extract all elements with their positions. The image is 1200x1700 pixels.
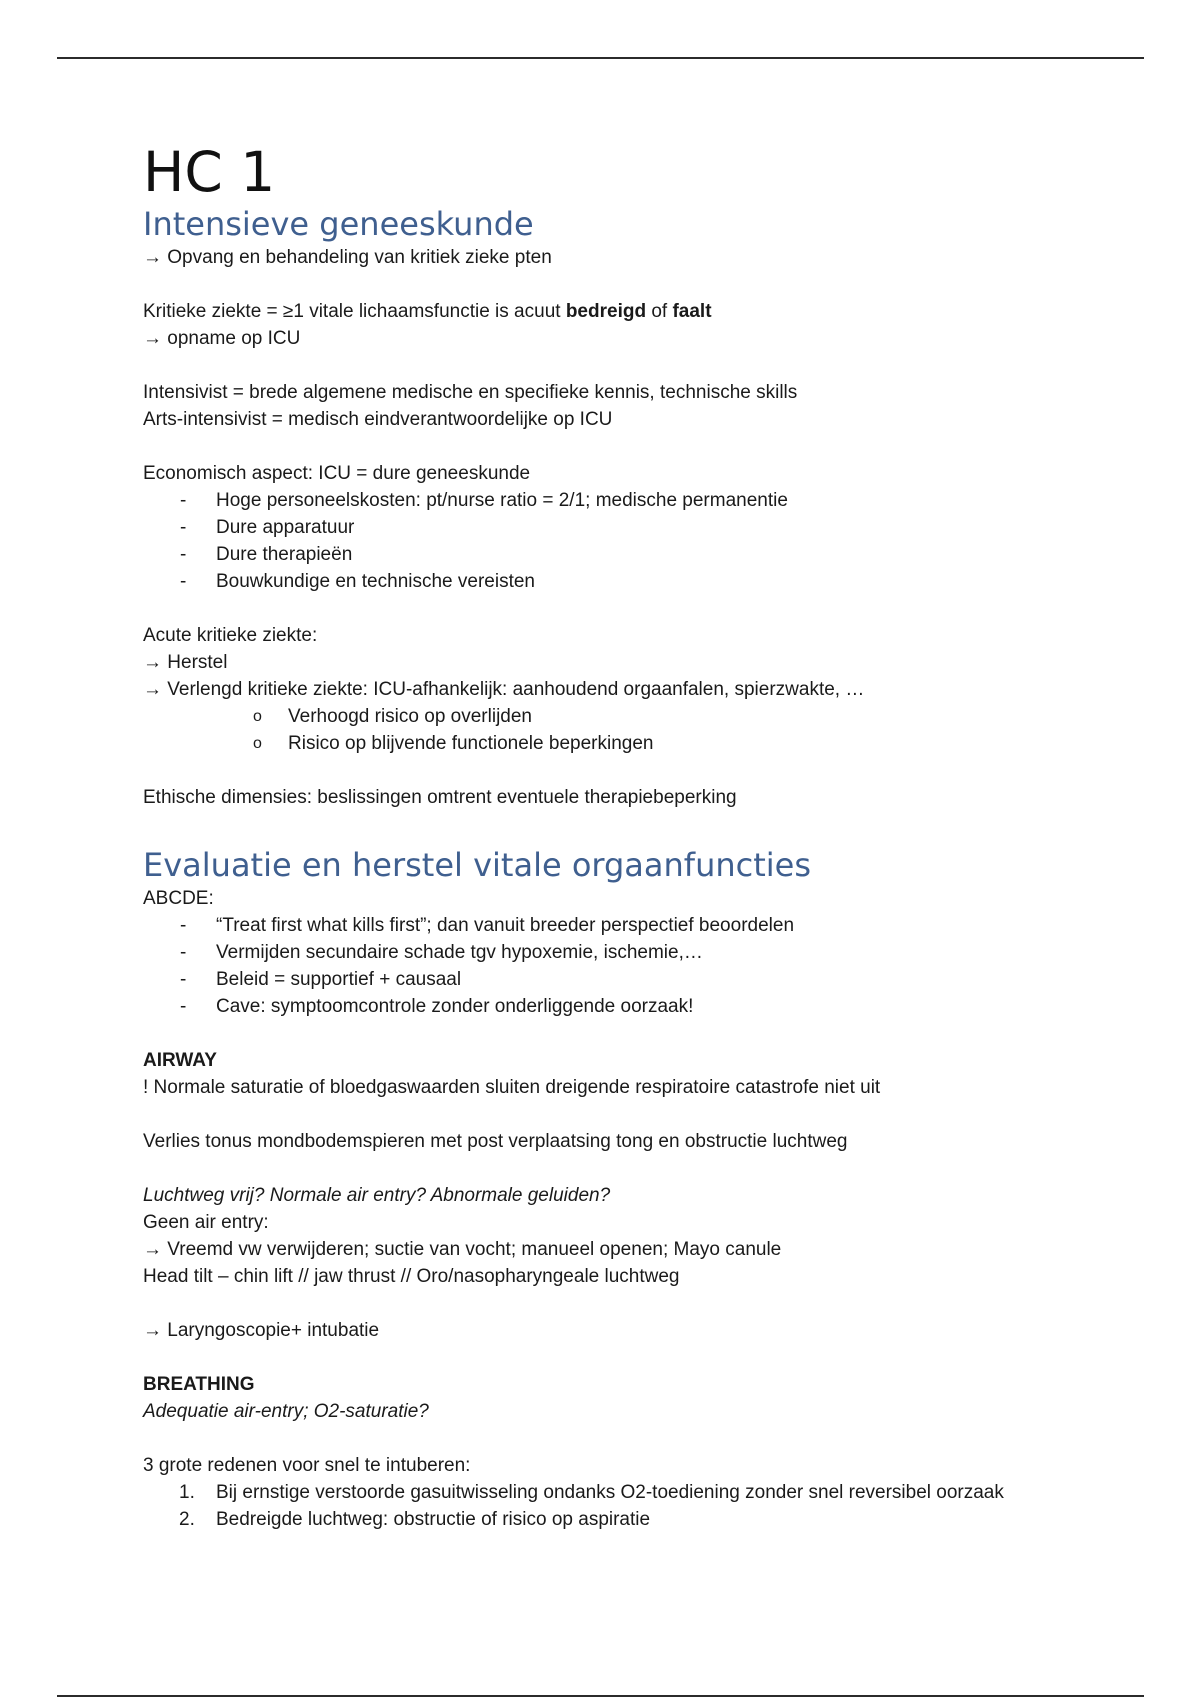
- intensivist-line: Intensivist = brede algemene medische en specifieke kennis, technische skills: [143, 382, 798, 403]
- airway-note: ! Normale saturatie of bloedgaswaarden sluiten dreigende respiratoire catastrofe niet uit: [143, 1077, 881, 1098]
- number-marker: 1.: [179, 1482, 195, 1503]
- herstel-line: → Herstel: [143, 652, 228, 673]
- list-item: [143, 939, 1103, 966]
- number-marker: 2.: [179, 1509, 195, 1530]
- list-item: [143, 730, 1103, 757]
- redenen-list: [143, 1479, 1103, 1533]
- list-item-text: Bedreigde luchtweg: obstructie of risico op aspiratie: [216, 1509, 651, 1530]
- header-rule: [57, 57, 1144, 59]
- economisch-label: Economisch aspect: ICU = dure geneeskunde: [143, 463, 531, 484]
- list-item-text: Risico op blijvende functionele beperkingen: [288, 733, 654, 754]
- acute-label: Acute kritieke ziekte:: [143, 625, 318, 646]
- kritieke-prefix: Kritieke ziekte = ≥1 vitale lichaamsfunctie is acuut: [143, 301, 566, 322]
- acute-sub-list: [143, 703, 1103, 757]
- redenen-label: 3 grote redenen voor snel te intuberen:: [143, 1455, 471, 1476]
- document-title: HC 1: [143, 140, 276, 204]
- dash-marker: -: [180, 544, 187, 565]
- list-item-text: “Treat first what kills first”; dan vanuit breeder perspectief beoordelen: [216, 915, 795, 936]
- economisch-list: [143, 487, 1103, 595]
- list-item-text: Verhoogd risico op overlijden: [288, 706, 532, 727]
- geen-air-entry: Geen air entry:: [143, 1212, 269, 1233]
- list-item: [143, 541, 1103, 568]
- list-item-text: Dure therapieën: [216, 544, 353, 565]
- laryngoscopie-line: → Laryngoscopie+ intubatie: [143, 1320, 380, 1341]
- dash-marker: -: [180, 490, 187, 511]
- verlengd-line: → Verlengd kritieke ziekte: ICU-afhankelijk: aanhoudend orgaanfalen, spierzwakte, …: [143, 679, 865, 700]
- dash-marker: -: [180, 969, 187, 990]
- verlies-line: Verlies tonus mondbodemspieren met post verplaatsing tong en obstructie luchtweg: [143, 1131, 848, 1152]
- dash-marker: -: [180, 942, 187, 963]
- opname-line: → opname op ICU: [143, 328, 301, 349]
- vreemd-line: → Vreemd vw verwijderen; suctie van vocht; manueel openen; Mayo canule: [143, 1239, 782, 1260]
- abcde-label: ABCDE:: [143, 888, 214, 909]
- list-item-text: Beleid = supportief + causaal: [216, 969, 462, 990]
- list-item: [143, 487, 1103, 514]
- list-item-text: Vermijden secundaire schade tgv hypoxemie, ischemie,…: [216, 942, 703, 963]
- ethische-line: Ethische dimensies: beslissingen omtrent eventuele therapiebeperking: [143, 787, 737, 808]
- dash-marker: -: [180, 996, 187, 1017]
- heading-evaluatie: Evaluatie en herstel vitale orgaanfuncties: [143, 846, 812, 884]
- list-item-text: Cave: symptoomcontrole zonder onderliggende oorzaak!: [216, 996, 694, 1017]
- list-item: [143, 1479, 1103, 1506]
- list-item: [143, 966, 1103, 993]
- breathing-title: BREATHING: [143, 1374, 255, 1395]
- list-item-text: Bij ernstige verstoorde gasuitwisseling ondanks O2-toediening zonder snel reversibel oorzaak: [216, 1482, 1004, 1503]
- document-page: [143, 140, 1103, 1533]
- dash-marker: -: [180, 915, 187, 936]
- breathing-question: Adequatie air-entry; O2-saturatie?: [143, 1401, 429, 1422]
- dash-marker: -: [180, 571, 187, 592]
- circle-marker: o: [253, 708, 262, 725]
- list-item: [143, 993, 1103, 1020]
- circle-marker: o: [253, 735, 262, 752]
- footer-rule: [57, 1695, 1144, 1697]
- kritieke-ziekte-line: [143, 298, 1103, 325]
- dash-marker: -: [180, 517, 187, 538]
- airway-question: Luchtweg vrij? Normale air entry? Abnormale geluiden?: [143, 1185, 611, 1206]
- list-item: [143, 568, 1103, 595]
- list-item-text: Hoge personeelskosten: pt/nurse ratio = 2/1; medische permanentie: [216, 490, 788, 511]
- kritieke-bold-faalt: faalt: [672, 301, 712, 322]
- list-item-text: Bouwkundige en technische vereisten: [216, 571, 535, 592]
- list-item: [143, 1506, 1103, 1533]
- list-item: [143, 703, 1103, 730]
- airway-title: AIRWAY: [143, 1050, 217, 1071]
- list-item-text: Dure apparatuur: [216, 517, 355, 538]
- kritieke-mid: of: [646, 301, 673, 322]
- arts-intensivist-line: Arts-intensivist = medisch eindverantwoordelijke op ICU: [143, 409, 613, 430]
- kritieke-bold-bedreigd: bedreigd: [565, 301, 647, 322]
- list-item: [143, 912, 1103, 939]
- heading-intensieve-geneeskunde: Intensieve geneeskunde: [143, 205, 534, 243]
- intro-line: → Opvang en behandeling van kritiek zieke pten: [143, 247, 552, 268]
- headtilt-line: Head tilt – chin lift // jaw thrust // Oro/nasopharyngeale luchtweg: [143, 1266, 680, 1287]
- abcde-list: [143, 912, 1103, 1020]
- list-item: [143, 514, 1103, 541]
